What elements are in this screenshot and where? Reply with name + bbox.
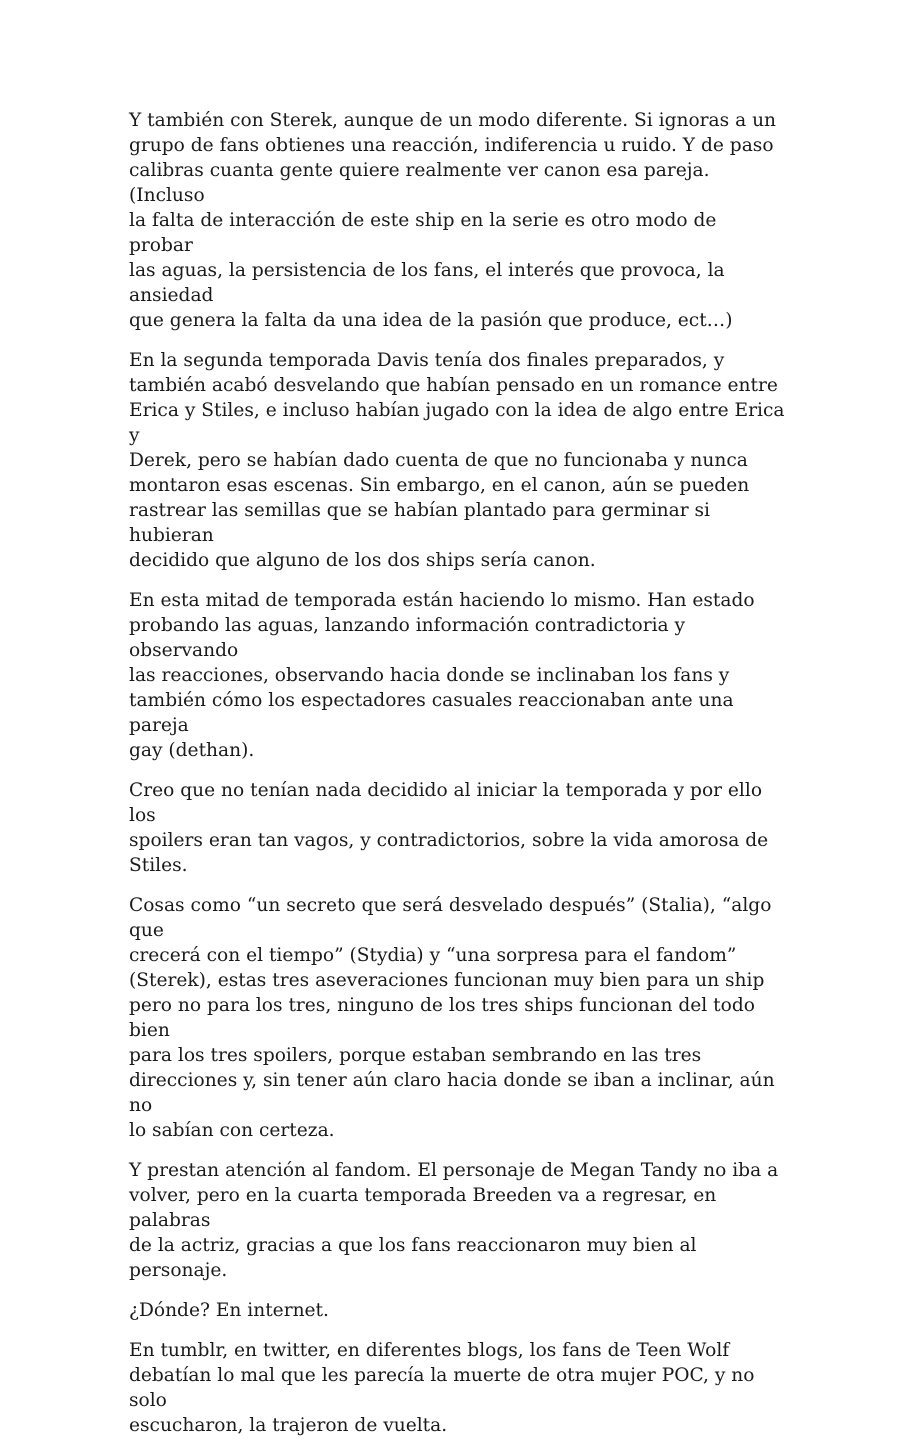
document-body	[129, 108, 785, 1453]
paragraph-1: Y también con Sterek, aunque de un modo diferente. Si ignoras a un grupo de fans obtienes una reacción, indiferencia u ruido. Y de paso calibras cuanta gente quiere realmente ver canon esa pareja. (Incluso la falta de interacción de este ship en la serie es otro modo de probar las aguas, la persistencia de los fans, el interés que provoca, la ansiedad que genera la falta da una idea de la pasión que produce, ect…)	[129, 110, 777, 331]
paragraph-8: En tumblr, en twitter, en diferentes blogs, los fans de Teen Wolf debatían lo mal que les parecía la muerte de otra mujer POC, y no solo escucharon, la trajeron de vuelta.	[129, 1340, 755, 1436]
paragraph-2: En la segunda temporada Davis tenía dos finales preparados, y también acabó desvelando que habían pensado en un romance entre Erica y Stiles, e incluso habían jugado con la idea de algo entre Erica y Derek, pero se habían dado cuenta de que no funcionaba y nunca montaron esas escenas. Sin embargo, en el canon, aún se pueden rastrear las semillas que se habían plantado para germinar si hubieran decidido que alguno de los dos ships sería canon.	[129, 350, 785, 571]
paragraph-5: Cosas como “un secreto que será desvelado después” (Stalia), “algo que crecerá con el tiempo” (Stydia) y “una sorpresa para el fandom” (Sterek), estas tres aseveraciones funcionan muy bien para un ship pero no para los tres, ninguno de los tres ships funcionan del todo bien para los tres spoilers, porque estaban sembrando en las tres direcciones y, sin tener aún claro hacia donde se iban a inclinar, aún no lo sabían con certeza.	[129, 895, 775, 1141]
paragraph-3: En esta mitad de temporada están haciendo lo mismo. Han estado probando las aguas, lanzando información contradictoria y observando las reacciones, observando hacia donde se inclinaban los fans y también cómo los espectadores casuales reaccionaban ante una pareja gay (dethan).	[129, 590, 755, 761]
paragraph-7: ¿Dónde? En internet.	[129, 1300, 329, 1321]
paragraph-6: Y prestan atención al fandom. El personaje de Megan Tandy no iba a volver, pero en la cuarta temporada Breeden va a regresar, en palabras de la actriz, gracias a que los fans reaccionaron muy bien al personaje.	[129, 1160, 779, 1281]
paragraph-4: Creo que no tenían nada decidido al iniciar la temporada y por ello los spoilers eran tan vagos, y contradictorios, sobre la vida amorosa de Stiles.	[129, 780, 769, 876]
